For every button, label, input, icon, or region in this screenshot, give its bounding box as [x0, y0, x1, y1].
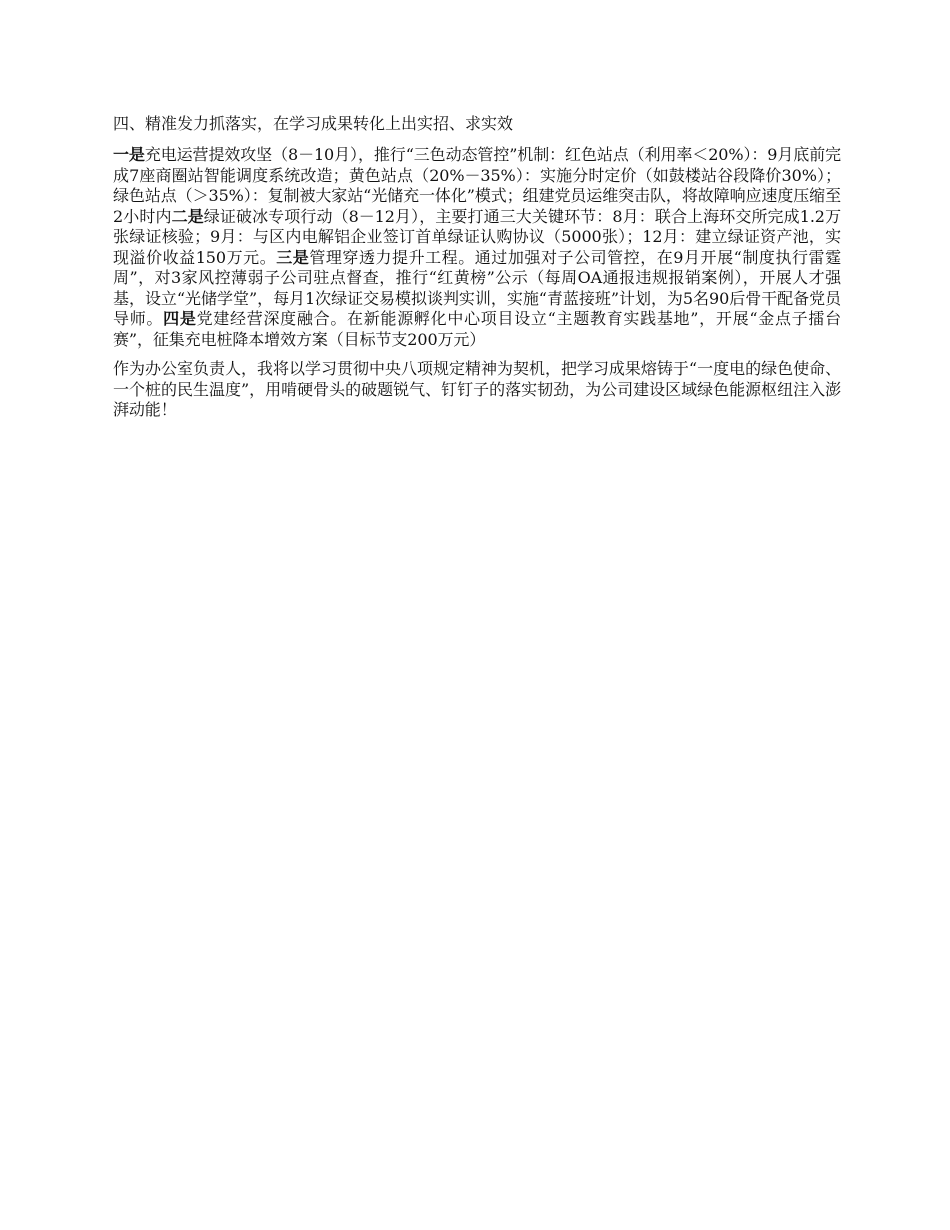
task-2-text: 绿证破冰专项行动（8－12月），主要打通三大关键环节：8月：联合上海环交所完成1.2万张绿证核验；9月：与区内电解铝企业签订首单绿证认购协议（5000张）；12月：建立绿证资产池，实现溢价收益150万元。: [113, 206, 841, 267]
task-4-text: 党建经营深度融合。在新能源孵化中心项目设立“主题教育实践基地”，开展“金点子擂台赛”，征集充电桩降本增效方案（目标节支200万元）: [113, 309, 841, 349]
task-1-marker: 一是: [113, 145, 145, 164]
task-4-marker: 四是: [163, 309, 197, 328]
document-page: [113, 113, 841, 430]
body-paragraph-tasks: [113, 145, 841, 350]
body-paragraph-closing: 作为办公室负责人，我将以学习贯彻中央八项规定精神为契机，把学习成果熔铸于“一度电的绿色使命、一个桩的民生温度”，用啃硬骨头的破题锐气、钉钉子的落实韧劲，为公司建设区域绿色能源枢纽注入澎湃动能！: [113, 359, 841, 419]
task-3-text: 管理穿透力提升工程。通过加强对子公司管控，在9月开展“制度执行雷霆周”，对3家风控薄弱子公司驻点督查，推行“红黄榜”公示（每周OA通报违规报销案例），开展人才强基，设立“光储学堂”，每月1次绿证交易模拟谈判实训，实施“青蓝接班”计划，为5名90后骨干配备党员导师。: [113, 247, 841, 328]
section-heading: 四、精准发力抓落实，在学习成果转化上出实招、求实效: [113, 114, 514, 133]
task-2-marker: 二是: [171, 206, 204, 226]
task-3-marker: 三是: [276, 247, 310, 267]
task-1-text: 充电运营提效攻坚（8－10月），推行“三色动态管控”机制：红色站点（利用率＜20%）：9月底前完成7座商圈站智能调度系统改造；黄色站点（20%－35%）：实施分时定价（如鼓楼站谷段降价30%）；绿色站点（＞35%）：复制被大家站“光储充一体化”模式；组建党员运维突击队，将故障响应速度压缩至2小时内: [113, 145, 841, 226]
